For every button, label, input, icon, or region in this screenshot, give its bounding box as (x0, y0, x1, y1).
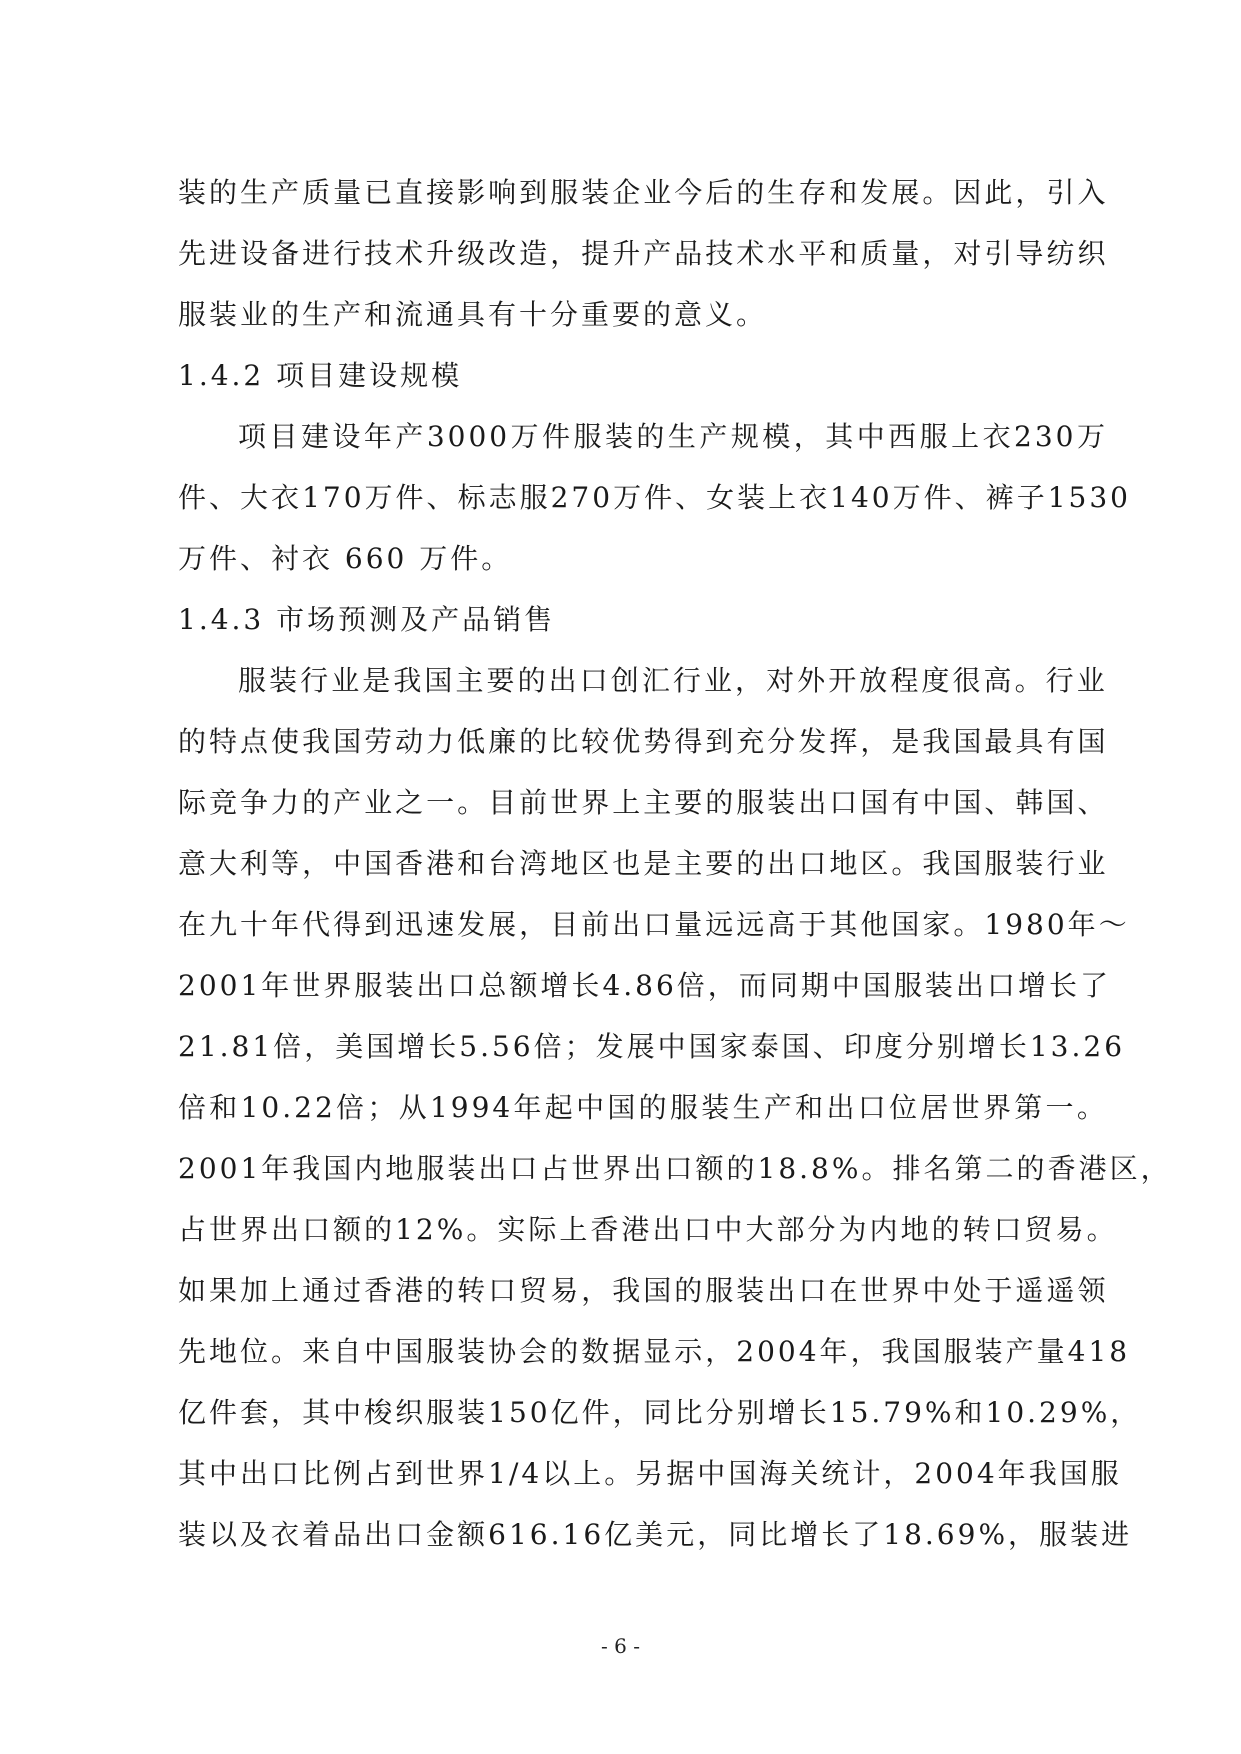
section-heading: 1.4.3 市场预测及产品销售 (178, 603, 556, 636)
text-line: 如 果 加 上 通 过 香 港 的 转 口 贸 易 ， 我 国 的 服 装 出 口 在 世 界 中 处 于 遥 遥 领 (178, 1274, 1109, 1307)
text-line: 在 九 十 年 代 得 到 迅 速 发 展 ， 目 前 出 口 量 远 远 高 于 其 他 国 家 。 1980 年 ～ (178, 908, 1130, 941)
text-line: 倍 和 10.22 倍 ； 从 1994 年 起 中 国 的 服 装 生 产 和 出 口 位 居 世 界 第 一 。 (178, 1091, 1108, 1124)
text-line: 先 进 设 备 进 行 技 术 升 级 改 造 ， 提 升 产 品 技 术 水 平 和 质 量 ， 对 引 导 纺 织 (178, 237, 1109, 270)
text-line: 2001 年 世 界 服 装 出 口 总 额 增 长 4.86 倍 ， 而 同 期 中 国 服 装 出 口 增 长 了 (178, 969, 1111, 1002)
text-line: 装 以 及 衣 着 品 出 口 金 额 616.16 亿 美 元 ， 同 比 增 长 了 18.69% ， 服 装 进 (178, 1518, 1133, 1551)
text-line: 21.81 倍 ， 美 国 增 长 5.56 倍 ； 发 展 中 国 家 泰 国 、 印 度 分 别 增 长 13.26 (178, 1030, 1126, 1063)
page-number: - 6 - (601, 1634, 640, 1658)
text-line: 件 、 大 衣 170 万 件 、 标 志 服 270 万 件 、 女 装 上 衣 140 万 件 、 裤 子 1530 (178, 481, 1131, 514)
text-line: 万件、衬衣 660 万件。 (178, 542, 513, 575)
text-line: 先 地 位 。 来 自 中 国 服 装 协 会 的 数 据 显 示 ， 2004 年 ， 我 国 服 装 产 量 418 (178, 1335, 1131, 1368)
section-heading: 1.4.2 项目建设规模 (178, 359, 463, 392)
text-line: 服 装 行 业 是 我 国 主 要 的 出 口 创 汇 行 业 ， 对 外 开 放 程 度 很 高 。 行 业 (238, 664, 1108, 697)
text-line: 2001 年 我 国 内 地 服 装 出 口 占 世 界 出 口 额 的 18.8% 。 排 名 第 二 的 香 港 区 ， (178, 1152, 1172, 1185)
text-line: 亿 件 套 ， 其 中 梭 织 服 装 150 亿 件 ， 同 比 分 别 增 长 15.79% 和 10.29% ， (178, 1396, 1142, 1429)
text-line: 占 世 界 出 口 额 的 12% 。 实 际 上 香 港 出 口 中 大 部 分 为 内 地 的 转 口 贸 易 。 (178, 1213, 1118, 1246)
text-line: 装 的 生 产 质 量 已 直 接 影 响 到 服 装 企 业 今 后 的 生 存 和 发 展 。 因 此 ， 引 入 (178, 176, 1109, 209)
text-line: 际 竞 争 力 的 产 业 之 一 。 目 前 世 界 上 主 要 的 服 装 出 口 国 有 中 国 、 韩 国 、 (178, 786, 1109, 819)
text-line: 服装业的生产和流通具有十分重要的意义。 (178, 298, 768, 331)
text-line: 的 特 点 使 我 国 劳 动 力 低 廉 的 比 较 优 势 得 到 充 分 发 挥 ， 是 我 国 最 具 有 国 (178, 725, 1109, 758)
text-line: 其 中 出 口 比 例 占 到 世 界 1/4 以 上 。 另 据 中 国 海 关 统 计 ， 2004 年 我 国 服 (178, 1457, 1122, 1490)
document-body (178, 162, 1172, 1565)
text-line: 项 目 建 设 年 产 3000 万 件 服 装 的 生 产 规 模 ， 其 中 西 服 上 衣 230 万 (238, 420, 1108, 453)
text-line: 意 大 利 等 ， 中 国 香 港 和 台 湾 地 区 也 是 主 要 的 出 口 地 区 。 我 国 服 装 行 业 (178, 847, 1109, 880)
